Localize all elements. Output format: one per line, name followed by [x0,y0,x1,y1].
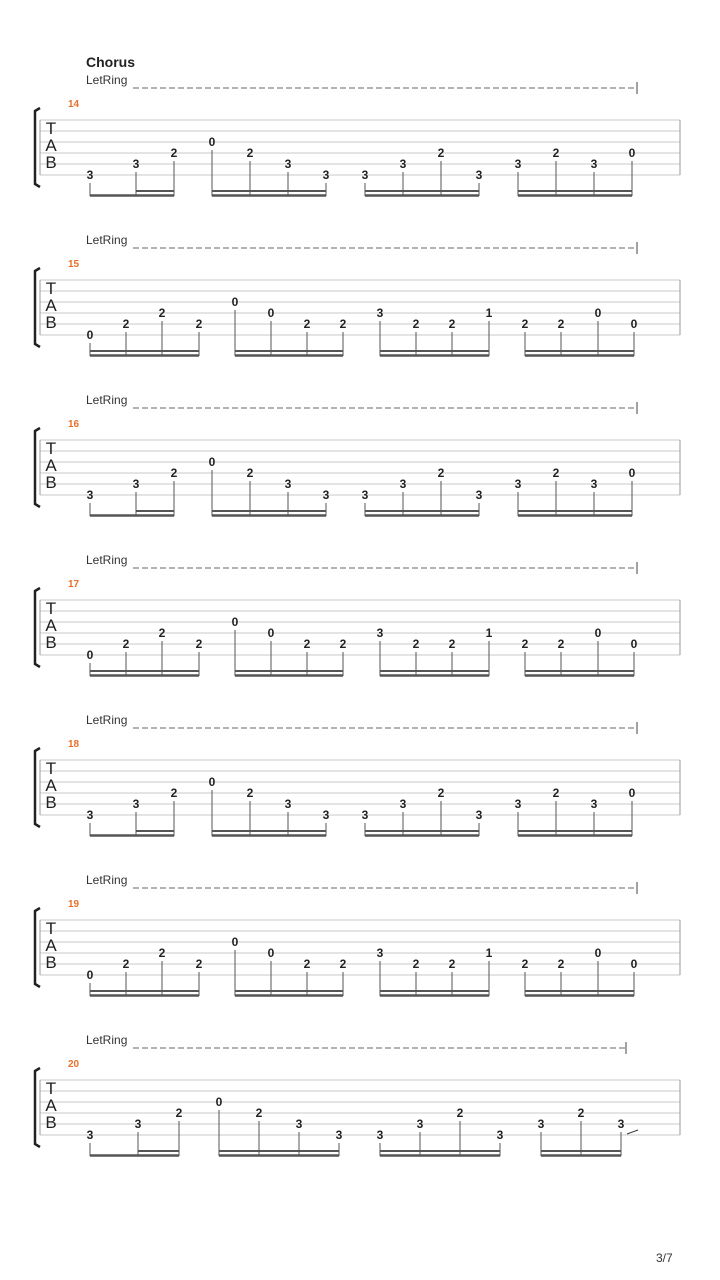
system-bracket [35,268,40,347]
fret-number: 2 [122,637,130,651]
fret-number: 3 [86,808,94,822]
tab-clef-letter: B [45,153,57,172]
fret-number: 2 [437,466,445,480]
fret-number: 2 [246,466,254,480]
fret-number: 3 [376,946,384,960]
fret-number: 2 [175,1106,183,1120]
fret-number: 0 [594,946,602,960]
letring-label: LetRing [86,713,128,727]
fret-number: 2 [412,957,420,971]
fret-number: 2 [170,146,178,160]
page-number: 3/7 [656,1251,673,1265]
tab-clef-letter: T [45,279,57,298]
measure-number: 19 [68,899,80,910]
fret-number: 0 [267,946,275,960]
fret-number: 3 [399,477,407,491]
fret-number: 3 [322,488,330,502]
tab-clef-letter: B [45,313,57,332]
fret-number: 3 [537,1117,545,1131]
fret-number: 3 [86,1128,94,1142]
fret-number: 3 [361,488,369,502]
fret-number: 2 [246,786,254,800]
fret-number: 3 [376,1128,384,1142]
fret-number: 3 [399,797,407,811]
fret-number: 2 [303,957,311,971]
fret-number: 0 [628,146,636,160]
tab-clef-letter: A [45,1096,57,1115]
fret-number: 0 [231,615,239,629]
letring-label: LetRing [86,393,128,407]
fret-number: 0 [628,466,636,480]
fret-number: 2 [557,637,565,651]
fret-number: 3 [132,797,140,811]
fret-number: 2 [412,317,420,331]
fret-number: 0 [628,786,636,800]
fret-number: 2 [158,306,166,320]
fret-number: 2 [521,317,529,331]
system-bracket [35,108,40,187]
tab-clef-letter: A [45,616,57,635]
fret-number: 2 [158,626,166,640]
tab-system-15 [35,233,680,356]
tab-system-18 [35,713,680,836]
fret-number: 3 [590,477,598,491]
fret-number: 2 [303,317,311,331]
fret-number: 3 [322,808,330,822]
section-title: Chorus [86,54,135,70]
measure-number: 14 [68,99,80,110]
fret-number: 3 [284,797,292,811]
fret-number: 2 [552,146,560,160]
tab-clef-letter: T [45,119,57,138]
fret-number: 2 [122,317,130,331]
tab-clef-letter: T [45,439,57,458]
fret-number: 2 [339,637,347,651]
fret-number: 3 [590,797,598,811]
fret-number: 3 [496,1128,504,1142]
fret-number: 3 [361,808,369,822]
system-bracket [35,428,40,507]
tab-clef-letter: T [45,919,57,938]
system-bracket [35,588,40,667]
fret-number: 2 [170,466,178,480]
fret-number: 0 [630,317,638,331]
fret-number: 1 [485,626,493,640]
letring-label: LetRing [86,233,128,247]
fret-number: 0 [630,957,638,971]
tab-clef-letter: B [45,953,57,972]
letring-label: LetRing [86,553,128,567]
fret-number: 3 [132,477,140,491]
tab-system-14 [35,73,680,196]
fret-number: 0 [231,935,239,949]
system-bracket [35,1068,40,1147]
fret-number: 2 [552,786,560,800]
fret-number: 0 [86,328,94,342]
tab-clef-letter: T [45,1079,57,1098]
tab-clef-letter: A [45,296,57,315]
fret-number: 2 [577,1106,585,1120]
fret-number: 2 [557,957,565,971]
fret-number: 2 [412,637,420,651]
measure-number: 16 [68,419,80,430]
fret-number: 2 [521,957,529,971]
fret-number: 2 [246,146,254,160]
fret-number: 2 [456,1106,464,1120]
letring-label: LetRing [86,1033,128,1047]
fret-number: 3 [399,157,407,171]
fret-number: 3 [475,808,483,822]
fret-number: 2 [303,637,311,651]
measure-number: 15 [68,259,80,270]
fret-number: 2 [195,637,203,651]
fret-number: 0 [267,306,275,320]
tab-clef-letter: A [45,456,57,475]
fret-number: 2 [521,637,529,651]
fret-number: 2 [170,786,178,800]
fret-number: 2 [339,957,347,971]
fret-number: 3 [361,168,369,182]
fret-number: 2 [158,946,166,960]
tab-system-16 [35,393,680,516]
fret-number: 0 [86,968,94,982]
fret-number: 2 [437,146,445,160]
fret-number: 2 [557,317,565,331]
fret-number: 0 [208,775,216,789]
tab-system-17 [35,553,680,676]
fret-number: 0 [208,135,216,149]
tab-clef-letter: T [45,759,57,778]
tab-clef-letter: B [45,633,57,652]
fret-number: 0 [231,295,239,309]
fret-number: 3 [617,1117,625,1131]
fret-number: 3 [376,626,384,640]
fret-number: 2 [448,637,456,651]
fret-number: 0 [267,626,275,640]
fret-number: 3 [284,157,292,171]
fret-number: 3 [416,1117,424,1131]
fret-number: 0 [630,637,638,651]
fret-number: 2 [195,317,203,331]
tab-clef-letter: B [45,1113,57,1132]
fret-number: 0 [215,1095,223,1109]
tab-clef-letter: A [45,776,57,795]
fret-number: 3 [86,168,94,182]
fret-number: 2 [255,1106,263,1120]
fret-number: 3 [514,797,522,811]
measure-number: 20 [68,1059,80,1070]
system-bracket [35,748,40,827]
fret-number: 1 [485,306,493,320]
fret-number: 3 [475,488,483,502]
fret-number: 0 [208,455,216,469]
fret-number: 3 [134,1117,142,1131]
tab-clef-letter: A [45,136,57,155]
letring-label: LetRing [86,873,128,887]
fret-number: 3 [284,477,292,491]
fret-number: 2 [448,317,456,331]
fret-number: 2 [195,957,203,971]
tab-clef-letter: A [45,936,57,955]
tab-system-19 [35,873,680,996]
letring-label: LetRing [86,73,128,87]
fret-number: 2 [122,957,130,971]
system-bracket [35,908,40,987]
fret-number: 2 [552,466,560,480]
fret-number: 0 [594,626,602,640]
fret-number: 3 [514,477,522,491]
tab-clef-letter: B [45,473,57,492]
fret-number: 3 [86,488,94,502]
fret-number: 0 [594,306,602,320]
fret-number: 3 [514,157,522,171]
fret-number: 3 [475,168,483,182]
fret-number: 3 [376,306,384,320]
fret-number: 3 [295,1117,303,1131]
tab-clef-letter: T [45,599,57,618]
fret-number: 2 [339,317,347,331]
fret-number: 3 [322,168,330,182]
measure-number: 17 [68,579,80,590]
tab-clef-letter: B [45,793,57,812]
fret-number: 1 [485,946,493,960]
fret-number: 3 [335,1128,343,1142]
measure-number: 18 [68,739,80,750]
fret-number: 2 [448,957,456,971]
fret-number: 3 [590,157,598,171]
fret-number: 3 [132,157,140,171]
fret-number: 0 [86,648,94,662]
tab-system-20 [35,1033,680,1156]
slide-out-mark [627,1130,638,1134]
fret-number: 2 [437,786,445,800]
